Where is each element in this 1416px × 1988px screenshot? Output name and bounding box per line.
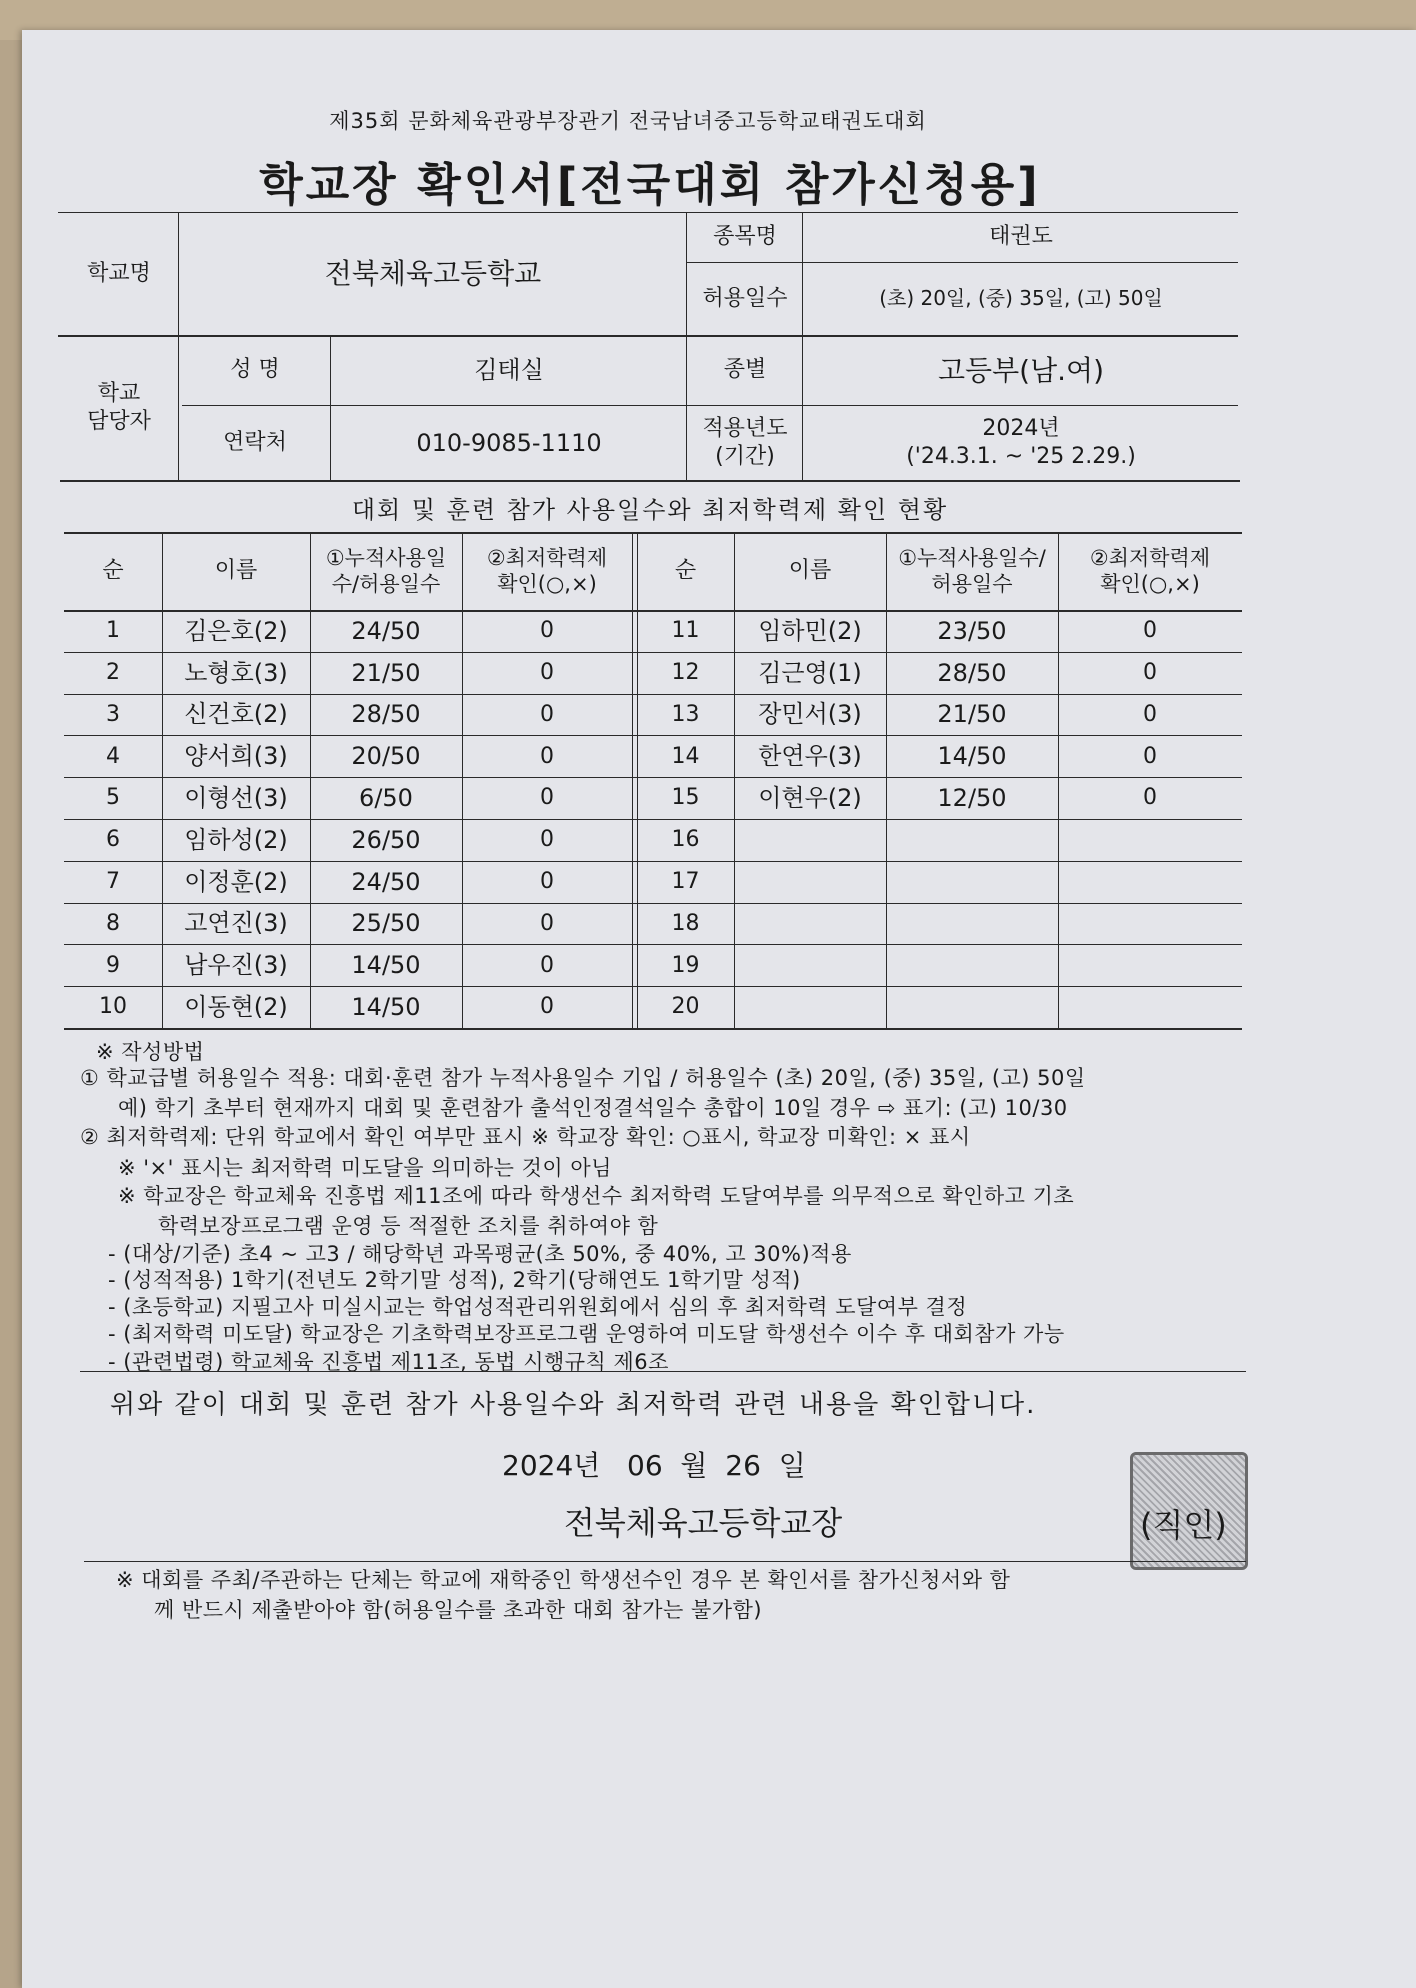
cell-check-right: 0 — [1143, 701, 1157, 727]
header-check-right-line2: 확인(○,×) — [1100, 572, 1200, 596]
cell-name-right — [734, 944, 886, 986]
cell-name-right: 장민서(3) — [758, 700, 862, 729]
school-name-label: 학교명 — [87, 260, 151, 286]
note-detail-1: - (대상/기준) 초4 ~ 고3 / 해당학년 과목평균(초 50%, 중 40%, 고 30%)적용 — [108, 1242, 852, 1266]
header-check-right-line1: ②최저학력제 — [1089, 545, 1211, 570]
header-check-line1: ②최저학력제 — [486, 545, 608, 570]
table-col-divider — [632, 532, 633, 1028]
cell-name: 이동현(2) — [184, 993, 288, 1022]
note-detail-5: - (관련법령) 학교체육 진흥법 제11조, 동법 시행규칙 제6조 — [108, 1350, 669, 1374]
cell-check-right: 0 — [1143, 659, 1157, 685]
table-row-border — [64, 1028, 1242, 1030]
allowed-days-value: (초) 20일, (중) 35일, (고) 50일 — [879, 286, 1163, 310]
section-title: 대회 및 훈련 참가 사용일수와 최저학력제 확인 현황 — [351, 496, 949, 524]
cell-seq-right: 19 — [671, 952, 700, 978]
cell-name-right: 한연우(3) — [758, 742, 862, 771]
manager-label-line2: 담당자 — [87, 408, 151, 434]
year-value — [804, 405, 1238, 480]
cell-days: 25/50 — [351, 909, 421, 938]
cell-days-right: 14/50 — [937, 742, 1007, 771]
cell-days-right — [886, 986, 1058, 1028]
cell-name: 이형선(3) — [184, 784, 288, 813]
cell-days: 20/50 — [351, 742, 421, 771]
cell-seq: 10 — [99, 994, 127, 1020]
note-detail-4: - (최저학력 미도달) 학교장은 기초학력보장프로그램 운영하여 미도달 학생선수 이수 후 대회참가 가능 — [108, 1322, 1065, 1346]
cell-check-right: 0 — [1143, 785, 1157, 811]
header-days-right-line1: ①누적사용일수/ — [898, 545, 1046, 570]
header-name: 이름 — [214, 558, 258, 584]
cell-seq-right: 18 — [671, 910, 700, 936]
notes-bottom-border — [80, 1371, 1246, 1372]
cell-name-right: 이현우(2) — [758, 784, 862, 813]
cell-check: 0 — [540, 659, 554, 685]
cell-name-right — [734, 903, 886, 945]
cell-name-right — [734, 861, 886, 903]
cell-check: 0 — [540, 701, 554, 727]
cell-days: 21/50 — [351, 658, 421, 687]
cell-check: 0 — [540, 618, 554, 644]
cell-check: 0 — [540, 827, 554, 853]
note-detail-3: - (초등학교) 지필고사 미실시교는 학업성적관리위원회에서 심의 후 최저학력 도달여부 결정 — [108, 1295, 968, 1319]
cell-seq-right: 15 — [671, 785, 700, 811]
cell-check: 0 — [540, 952, 554, 978]
cell-check: 0 — [540, 910, 554, 936]
seal-label: (직인) — [1140, 1506, 1227, 1544]
cell-check-right: 0 — [1143, 618, 1157, 644]
category-label: 종별 — [723, 357, 767, 383]
cell-seq-right: 11 — [671, 618, 700, 644]
document-title: 학교장 확인서[전국대회 참가신청용] — [259, 158, 1041, 211]
cell-check-right — [1058, 861, 1242, 903]
note-2c: ※ 학교장은 학교체육 진흥법 제11조에 따라 학생선수 최저학력 도달여부를 의무적으로 확인하고 기초 — [118, 1184, 1075, 1208]
cell-name: 김은호(2) — [184, 616, 288, 645]
header-name-right: 이름 — [788, 558, 832, 584]
cell-name-right: 임하민(2) — [758, 616, 862, 645]
cell-seq-right: 13 — [671, 701, 700, 727]
cell-check-right: 0 — [1143, 743, 1157, 769]
cell-seq: 5 — [106, 785, 120, 811]
cell-name: 노형호(3) — [184, 658, 288, 687]
header-days-line1: ①누적사용일 — [325, 545, 447, 570]
note-2b: ※ '×' 표시는 최저학력 미도달을 의미하는 것이 아님 — [118, 1156, 612, 1180]
year-label-line2: (기간) — [715, 443, 775, 469]
cell-seq: 1 — [106, 618, 120, 644]
header-check-line2: 확인(○,×) — [497, 572, 597, 596]
cell-name: 신건호(2) — [184, 700, 288, 729]
cell-check-right — [1058, 903, 1242, 945]
year-value-line2: ('24.3.1. ~ '25 2.29.) — [906, 443, 1136, 469]
year-label — [688, 405, 802, 480]
cell-seq-right: 12 — [671, 659, 700, 685]
year-label-line1: 적용년도 — [702, 416, 788, 441]
cell-name-right — [734, 986, 886, 1028]
footer-note-line2: 께 반드시 제출받아야 함(허용일수를 초과한 대회 참가는 불가함) — [154, 1598, 763, 1622]
info-col-divider — [802, 212, 803, 480]
cell-seq-right: 20 — [671, 994, 700, 1020]
info-col-divider — [330, 335, 331, 480]
confirmation-date: 2024년 06 월 26 일 — [502, 1449, 806, 1482]
cell-days: 24/50 — [351, 867, 421, 896]
cell-days: 14/50 — [351, 951, 421, 980]
note-1a: ① 학교급별 허용일수 적용: 대회·훈련 참가 누적사용일수 기입 / 허용일수 (초) 20일, (중) 35일, (고) 50일 — [80, 1066, 1086, 1090]
cell-check: 0 — [540, 743, 554, 769]
header-seq: 순 — [102, 558, 124, 584]
footer-note-line1: ※ 대회를 주최/주관하는 단체는 학교에 재학중인 학생선수인 경우 본 확인서를 참가신청서와 함 — [116, 1568, 1011, 1592]
cell-days: 24/50 — [351, 616, 421, 645]
cell-days: 14/50 — [351, 993, 421, 1022]
principal-name: 전북체육고등학교장 — [564, 1504, 843, 1542]
header-check — [462, 532, 632, 610]
cell-seq: 8 — [106, 910, 120, 936]
info-col-divider — [178, 212, 179, 480]
header-seq-right: 순 — [674, 558, 697, 584]
cell-check-right — [1058, 986, 1242, 1028]
event-label: 종목명 — [713, 224, 777, 250]
cell-seq-right: 17 — [671, 868, 700, 894]
info-bottom-border — [60, 480, 1240, 482]
cell-name: 고연진(3) — [184, 909, 288, 938]
cell-seq: 4 — [106, 743, 120, 769]
cell-days-right — [886, 903, 1058, 945]
manager-label — [60, 335, 178, 480]
cell-name-right — [734, 819, 886, 861]
name-label: 성 명 — [230, 357, 280, 383]
info-col-divider — [686, 212, 687, 480]
header-days-line2: 수/허용일수 — [331, 572, 441, 596]
school-name-value: 전북체육고등학교 — [324, 257, 542, 290]
cell-seq: 3 — [106, 701, 120, 727]
contact-value: 010-9085-1110 — [416, 428, 602, 457]
cell-name: 양서희(3) — [184, 742, 288, 771]
cell-name: 이정훈(2) — [184, 867, 288, 896]
footer-top-border — [84, 1561, 1246, 1562]
document-subtitle: 제35회 문화체육관광부장관기 전국남녀중고등학교태권도대회 — [329, 109, 927, 133]
manager-label-line1: 학교 — [97, 381, 141, 406]
header-days — [310, 532, 462, 610]
cell-seq: 2 — [106, 659, 120, 685]
cell-check: 0 — [540, 868, 554, 894]
cell-days-right — [886, 944, 1058, 986]
cell-seq-right: 16 — [671, 827, 700, 853]
cell-name: 남우진(3) — [184, 951, 288, 980]
cell-days-right: 28/50 — [937, 658, 1007, 687]
note-2d: 학력보장프로그램 운영 등 적절한 조치를 취하여야 함 — [158, 1214, 659, 1238]
event-value: 태권도 — [989, 224, 1053, 250]
cell-days-right: 23/50 — [937, 616, 1007, 645]
cell-days-right — [886, 819, 1058, 861]
year-value-line1: 2024년 — [982, 416, 1060, 441]
cell-seq: 9 — [106, 952, 120, 978]
manager-name-value: 김태실 — [474, 356, 544, 384]
cell-check: 0 — [540, 994, 554, 1020]
note-1b: 예) 학기 초부터 현재까지 대회 및 훈련참가 출석인정결석일수 총합이 10일 경우 ⇨ 표기: (고) 10/30 — [118, 1096, 1068, 1120]
cell-seq-right: 14 — [671, 743, 700, 769]
cell-name: 임하성(2) — [184, 825, 288, 854]
allowed-days-label: 허용일수 — [702, 285, 788, 311]
contact-label: 연락처 — [223, 429, 287, 455]
cell-seq: 6 — [106, 827, 120, 853]
category-value: 고등부(남.여) — [938, 353, 1104, 387]
notes-heading: ※ 작성방법 — [96, 1040, 205, 1064]
cell-days: 26/50 — [351, 825, 421, 854]
cell-days-right: 12/50 — [937, 784, 1007, 813]
header-days-right-line2: 허용일수 — [931, 572, 1013, 596]
note-detail-2: - (성적적용) 1학기(전년도 2학기말 성적), 2학기(당해연도 1학기말 성적) — [108, 1268, 801, 1292]
cell-days-right: 21/50 — [937, 700, 1007, 729]
cell-check: 0 — [540, 785, 554, 811]
cell-check-right — [1058, 944, 1242, 986]
cell-days-right — [886, 861, 1058, 903]
cell-check-right — [1058, 819, 1242, 861]
header-check-right — [1058, 532, 1242, 610]
header-days-right — [886, 532, 1058, 610]
cell-days: 6/50 — [359, 784, 413, 813]
note-2a: ② 최저학력제: 단위 학교에서 확인 여부만 표시 ※ 학교장 확인: ○표시, 학교장 미확인: × 표시 — [80, 1125, 971, 1149]
cell-name-right: 김근영(1) — [758, 658, 862, 687]
cell-days: 28/50 — [351, 700, 421, 729]
confirmation-statement: 위와 같이 대회 및 훈련 참가 사용일수와 최저학력 관련 내용을 확인합니다. — [110, 1390, 1037, 1420]
cell-seq: 7 — [106, 868, 120, 894]
